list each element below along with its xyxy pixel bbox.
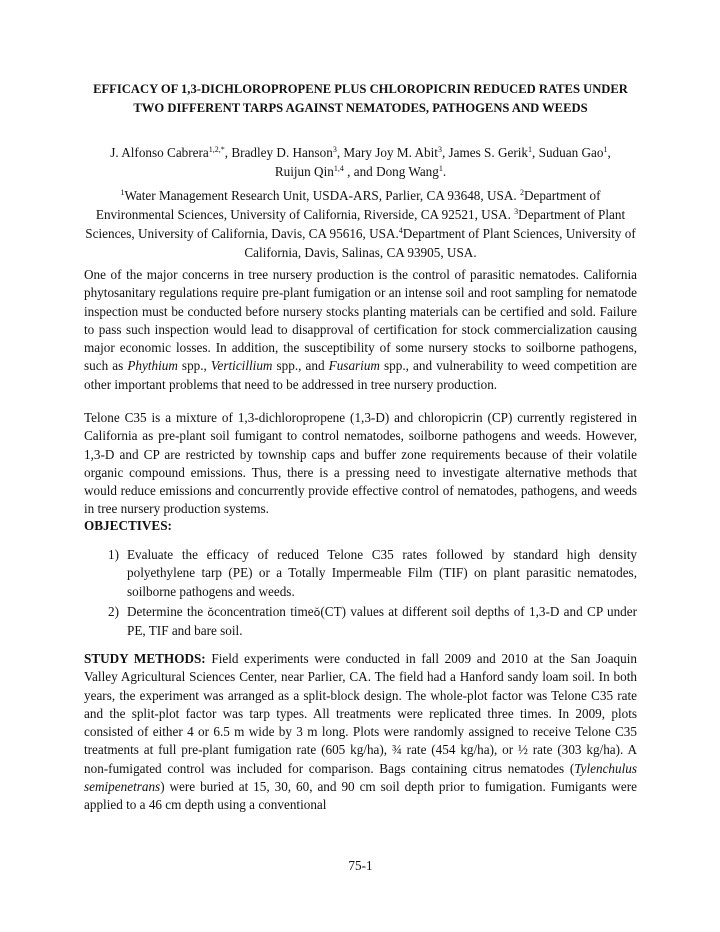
intro-paragraph: One of the major concerns in tree nursery production is the control of parasitic nematodes. California phytosanitary regulations require pre-plant fumigation or an intense soil and root sampling for nematode inspection must be conducted before nursery stocks planting materials can be certified and sold. Failure to pass such inspection would lead to disapproval of certification for stock commercialization causing major economic losses. In addition, the susceptibility of some nursery stocks to soilborne pathogens, such as Phythium spp., Verticillium spp., and Fusarium spp., and vulnerability to weed competition are other important problems that need to be addressed in tree nursery production. <box>84 267 637 392</box>
objective-item: 1) Evaluate the efficacy of reduced Telone C35 rates followed by standard high density polyethylene tarp (PE) or a Totally Impermeable Film (TIF) on plant parasitic nematodes, soilborne pathogens and weeds. <box>108 547 637 599</box>
author-superscript: 3 <box>437 145 442 154</box>
author-superscript: 1,2,* <box>208 145 225 154</box>
affiliation: Department of Plant Sciences, University of California, Davis, CA 95616, USA. <box>85 207 626 241</box>
author-name: Mary Joy M. Abit <box>343 145 438 160</box>
affiliation: Water Management Research Unit, USDA-ARS, Parlier, CA 93648, USA. <box>124 188 520 203</box>
placeholder-glyph: ŏ <box>207 606 215 619</box>
author-superscript: 1 <box>603 145 608 154</box>
study-methods-paragraph: STUDY METHODS: Field experiments were conducted in fall 2009 and 2010 at the San Joaquin Valley Agricultural Sciences Center, near Parlier, CA. The field had a Hanford sandy loam soil. In both years, the experiment was arranged as a split-block design. The whole-plot factor was Telone C35 rate and the split-plot factor was tarp types. All treatments were replicated three times. In 2009, plots consisted of either 4 or 6.5 m wide by 3 m long. Plots were randomly assigned to receive Telone C35 treatments at full pre-plant fumigation rate (605 kg/ha), ¾ rate (454 kg/ha), or ½ rate (303 kg/ha). A non-fumigated control was included for comparison. Bags containing citrus nematodes (Tylenchulus semipenetrans) were buried at 15, 30, 60, and 90 cm soil depth prior to fumigation. Fumigants were applied to a 46 cm depth using a conventional <box>84 651 637 813</box>
affiliation: Department of Plant Sciences, University of California, Davis, Salinas, CA 93905, USA. <box>244 226 636 260</box>
author-superscript: 3 <box>332 145 337 154</box>
author-superscript: 1,4 <box>333 164 344 173</box>
author-superscript: 1 <box>438 164 443 173</box>
author-superscript: 1 <box>528 145 533 154</box>
study-methods-heading: STUDY METHODS: <box>84 651 206 666</box>
paper-title: EFFICACY OF 1,3-DICHLOROPROPENE PLUS CHLOROPICRIN REDUCED RATES UNDER TWO DIFFERENT TARPS AGAINST NEMATODES, PATHOGENS AND WEEDS <box>93 82 628 115</box>
author-name: Bradley D. Hanson <box>231 145 333 160</box>
author-name: Suduan Gao <box>538 145 604 160</box>
affiliation: Department of Environmental Sciences, University of California, Riverside, CA 92521, USA. <box>95 188 601 222</box>
affiliations: $^1$Water Management Research Unit, USDA-ARS, Parlier, CA 93648, USA. $^2$Department of Environmental Sciences, University of California, Riverside, CA 92521, USA. $^3$Department of Plant Sciences, University of California, Davis, CA 95616, USA.$^4$Department of Plant Sciences, University of California, Davis, Salinas, CA 93905, USA. <box>85 188 636 260</box>
author-name: Ruijun Qin <box>274 164 334 179</box>
author-list: J. Alfonso Cabrera$^{1,2,*}$, Bradley D. Hanson$^3$, Mary Joy M. Abit$^3$, James S. Gerik$^1$, Suduan Gao$^1$, Ruijun Qin$^{1,4}$ , and Dong Wang$^1$. <box>110 145 611 179</box>
author-name: J. Alfonso Cabrera <box>110 145 209 160</box>
objective-item: 2) Determine the ŏconcentration timeŏ(CT) values at different soil depths of 1,3-D and CP under PE, TIF and bare soil. <box>108 604 638 639</box>
page-number: 75-1 <box>348 858 373 873</box>
author-name: Dong Wang <box>376 164 439 179</box>
placeholder-glyph: ŏ <box>313 606 321 619</box>
author-name: James S. Gerik <box>448 145 529 160</box>
objectives-heading: OBJECTIVES: <box>84 518 172 533</box>
telone-paragraph: Telone C35 is a mixture of 1,3-dichloropropene (1,3-D) and chloropicrin (CP) currently registered in California as pre-plant soil fumigant to control nematodes, soilborne pathogens and weeds. However, 1,3-D and CP are restricted by township caps and buffer zone requirements because of their volatile organic compound emissions. Thus, there is a pressing need to investigate alternative methods that would reduce emissions and concurrently provide effective control of nematodes, pathogens, and weeds in tree nursery production systems. <box>84 410 637 517</box>
